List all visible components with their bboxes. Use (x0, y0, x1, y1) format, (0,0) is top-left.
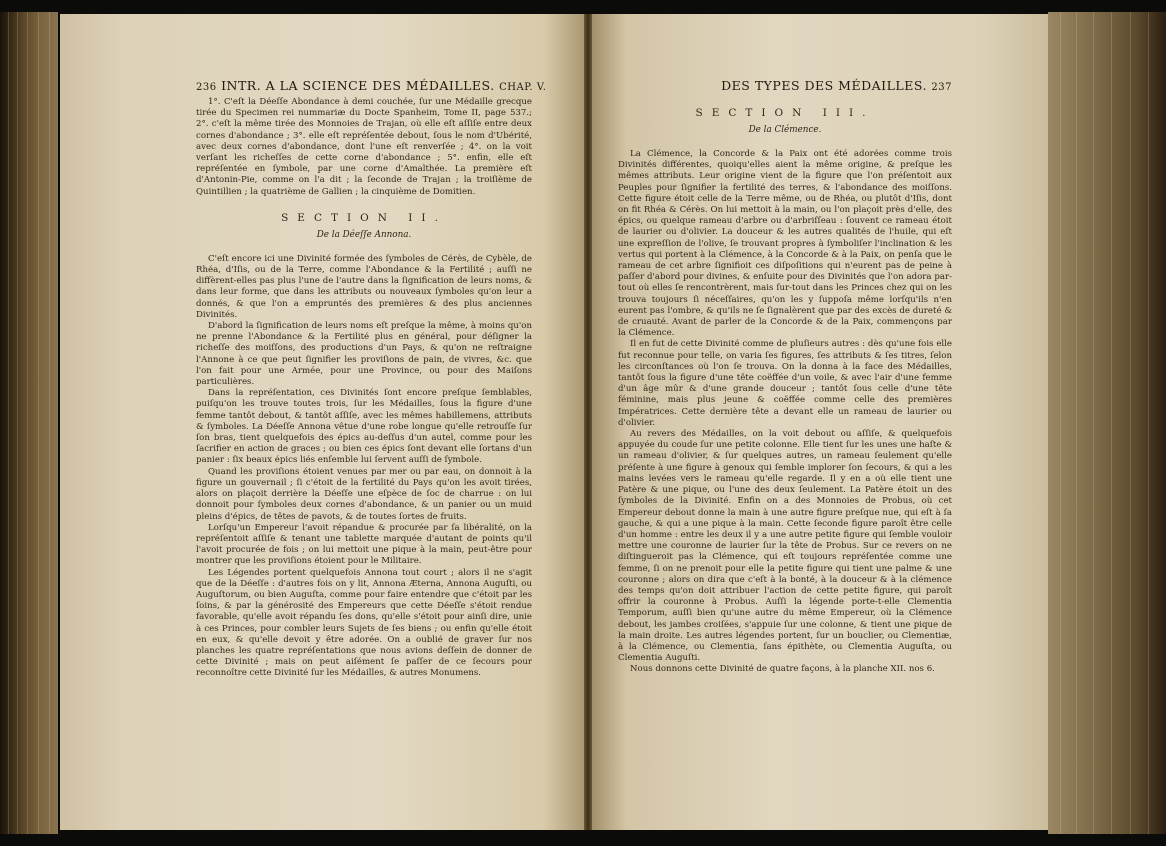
paragraph: Au revers des Médailles, on la voit debout ou aſſiſe, & quelquefois appuyée du coude ſur une petite colonne. Elle tient ſur les unes une haſte & un rameau d'olivier, & ſur quelques autres, un rameau ſeulement qu'elle préſente à une figure à genoux qui ſemble implorer ſon ſecours, & qui a les mains levées vers le rameau qu'elle regarde. Il y en a où elle tient une Patère & une pique, ou l'une des deux ſeulement. La Patère étoit un des ſymboles de la Divinité. Enfin on a des Monnoies de Probus, où cet Empereur debout donne la main à une autre figure preſque nue, qui eſt à ſa gauche, & qui a une pique à la main. Cette ſeconde figure paroît être celle d'un homme : entre les deux il y a une autre petite figure qui ſemble vouloir mettre une couronne de laurier ſur la tête de Probus. Sur ce revers on ne diſtingueroit pas la Clémence, qui eſt toujours repréſentée comme une femme, ſi on ne prenoit pour elle la petite figure qui tient une palme & une couronne ; alors on dira que c'eſt à la bonté, à la douceur & à la clémence des temps qu'on doit attribuer l'action de cette petite figure, qui paroît offrir la couronne à Probus. Auſſi la légende porte-t-elle Clementia Temporum, auſſi bien qu'une autre du même Empereur, où la Clémence debout, les jambes croiſées, s'appuie ſur une colonne, & tient une pique de la main droite. Les autres légendes portent, ſur un bouclier, ou Clementiæ, à la Clémence, ou Clementia, ſans épithète, ou Clementia Auguſta, ou Clementia Auguſti. (618, 429, 952, 664)
paragraph: C'eſt encore ici une Divinité formée des ſymboles de Cérès, de Cybèle, de Rhéa, d'Iſis, ou de la Terre, comme l'Abondance & la Fertilité ; auſſi ne diffèrent-elles pas plus l'une de l'autre dans la ſignification de leurs noms, & dans leur forme, que dans les attributs ou nouveaux ſymboles qu'on leur a donnés, & que l'on a empruntés des premières & des plus anciennes Divinités. (196, 253, 532, 320)
section-subtitle: De la Clémence. (748, 125, 822, 135)
section-title: SECTION III. (695, 107, 875, 119)
book-fore-edge-right (1048, 12, 1166, 834)
book-fore-edge-left (0, 12, 58, 834)
left-page-number: 236 (196, 82, 217, 93)
paragraph: Dans la repréſentation, ces Divinités ſont encore preſque ſemblables, puiſqu'on les trouve toutes trois, ſur les Médailles, ſous la figure d'une femme tantôt debout, & tantôt aſſiſe, avec les mêmes habillemens, attributs & ſymboles. La Déeſſe Annona vêtue d'une robe longue qu'elle retrouſſe ſur ſon bras, tient quelquefois des épics au-deſſus d'un autel, comme pour les ſacrifier en action de graces ; ou bien ces épics ſont devant elle ſortans d'un panier : ſix beaux épics liés enſemble lui ſervent auſſi de ſymbole. (196, 388, 532, 466)
paragraph: Nous donnons cette Divinité de quatre façons, à la planche XII. nos 6. (630, 664, 935, 675)
paragraph: Il en fut de cette Divinité comme de pluſieurs autres : dès qu'une fois elle fut reconnue pour telle, on varia ſes figures, ſes attributs & ſes titres, ſelon les circonſtances où l'on ſe trouva. On la donna à la face des Médailles, tantôt ſous la figure d'une tête coëffée d'un voile, & avec l'air d'une femme d'un âge mûr & d'une grande douceur ; tantôt ſous celle d'une tête féminine, mais plus jeune & coëffée comme celle des premières Impératrices. Cette dernière tête a devant elle un rameau de laurier ou d'olivier. (618, 339, 952, 428)
right-page-number: 237 (931, 82, 952, 93)
left-chapter: CHAP. V. (499, 82, 547, 93)
paragraph: Quand les proviſions étoient venues par mer ou par eau, on donnoit à la figure un gouvernail ; ſi c'étoit de la fertilité du Pays qu'on les avoit tirées, alors on plaçoit derrière la Déeſſe une eſpèce de ſoc de charrue : on lui donnoit pour ſymboles deux cornes d'abondance, & un panier ou un muid pleins d'épics, de têtes de pavots, & de toutes ſortes de fruits. (196, 466, 532, 522)
paragraph: D'abord la ſignification de leurs noms eſt preſque la même, à moins qu'on ne prenne l'Abondance & la Fertilité plus en général, pour déſigner la richeſſe des moiſſons, des productions d'un Pays, & qu'on ne reſtraigne l'Annone à ce que peut ſignifier les proviſions de pain, de vivres, &c. que l'on fait pour une Armée, pour une Province, ou pour des Maiſons particulières. (196, 321, 532, 388)
book-gutter (584, 14, 592, 830)
paragraph: Lorſqu'un Empereur l'avoit répandue & procurée par ſa libéralité, on la repréſentoit aſſiſe & tenant une tablette marquée d'autant de points qu'il l'avoit procurée de fois ; on lui mettoit une pique à la main, peut-être pour montrer que les proviſions étoient pour le Militaire. (196, 522, 532, 567)
paragraph: La Clémence, la Concorde & la Paix ont été adorées comme trois Divinités différentes, quoiqu'elles aient la même origine, & preſque les mêmes attributs. Leur origine vient de la figure que l'on préſentoit aux Peuples pour ſignifier la fertilité des terres, & l'abondance des moiſſons. Cette figure étoit celle de la Terre même, ou de Rhéa, ou plutôt d'Iſis, dont on fit Rhéa & Cérès. On lui mettoit à la main, ou l'on plaçoit près d'elle, des épics, ou quelque rameau d'arbre ou d'arbriſſeau : ſouvent ce rameau étoit de laurier ou d'olivier. La douceur & les autres qualités de l'huile, qui eſt une expreſſion de l'olive, ſe trouvant propres à ſymboliſer l'inclination & les vertus qui portent à la Clémence, à la Concorde & à la Paix, on penſa que le rameau de cet arbre ſignifioit ces diſpoſitions qui n'eurent pas de peine à paſſer d'abord pour divines, & enſuite pour des Divinités que l'on adora par-tout où elles ſe rencontrèrent, mais ſur-tout dans les Princes chez qui on les trouva toujours ſi néceſſaires, qu'on les y ſuppoſa même lorſqu'ils n'en eurent pas l'ombre, & qu'ils ne ſe ſignalèrent que par des excès de dureté & de cruauté. Avant de parler de la Concorde & de la Paix, commençons par la Clémence. (618, 149, 952, 339)
right-running-title: DES TYPES DES MÉDAILLES. (721, 78, 927, 93)
left-running-head (196, 78, 547, 93)
right-page-text (618, 78, 952, 676)
left-page-text (196, 78, 547, 680)
paragraph: Les Légendes portent quelquefois Annona tout court ; alors il ne s'agit que de la Déeſſe : d'autres fois on y lit, Annona Æterna, Annona Auguſti, ou Auguſtorum, ou bien Auguſta, comme pour faire entendre que c'étoit par les ſoins, & par la générosité des Empereurs que cette Déeſſe s'étoit rendue favorable, qu'elle avoit répandu ſes dons, qu'elle s'étoit pour ainſi dire, unie à ces Princes, pour combler leurs Sujets de ſes biens ; ou enfin qu'elle étoit en eux, & qu'elle devoit y être adorée. On a oublié de graver ſur nos planches les quatre repréſentations que nous avions deſſein de donner de cette Divinité ; mais on peut aiſément ſe paſſer de ce ſecours pour reconnoître cette Divinité ſur les Médailles, & autres Monumens. (196, 567, 532, 679)
section-title: SECTION II. (281, 211, 447, 224)
paragraph: 1°. C'eſt la Déeſſe Abondance à demi couchée, ſur une Médaille grecque tirée du Specimen rei nummariæ du Docte Spanheim, Tome II, page 537.; 2°. c'eſt la même tirée des Monnoies de Trajan, où elle eſt aſſiſe entre deux cornes d'abondance ; 3°. elle eſt repréſentée debout, ſous le nom d'Ubérité, avec deux cornes d'abondance, dont l'une eſt renverſée ; 4°. on la voit verſant les richeſſes de cette corne d'abondance ; 5°. enfin, elle eſt repréſentée en ſymbole, par une corne d'Amalthée. La première eſt d'Antonin-Pie, comme on l'a dit ; la ſeconde de Trajan ; la troiſième de Quintillien ; la quatrième de Gallien ; la cinquième de Domitien. (196, 97, 532, 197)
right-running-head (618, 78, 952, 93)
left-running-title: INTR. A LA SCIENCE DES MÉDAILLES. (221, 78, 495, 93)
section-subtitle: De la Déeſſe Annona. (316, 229, 412, 240)
